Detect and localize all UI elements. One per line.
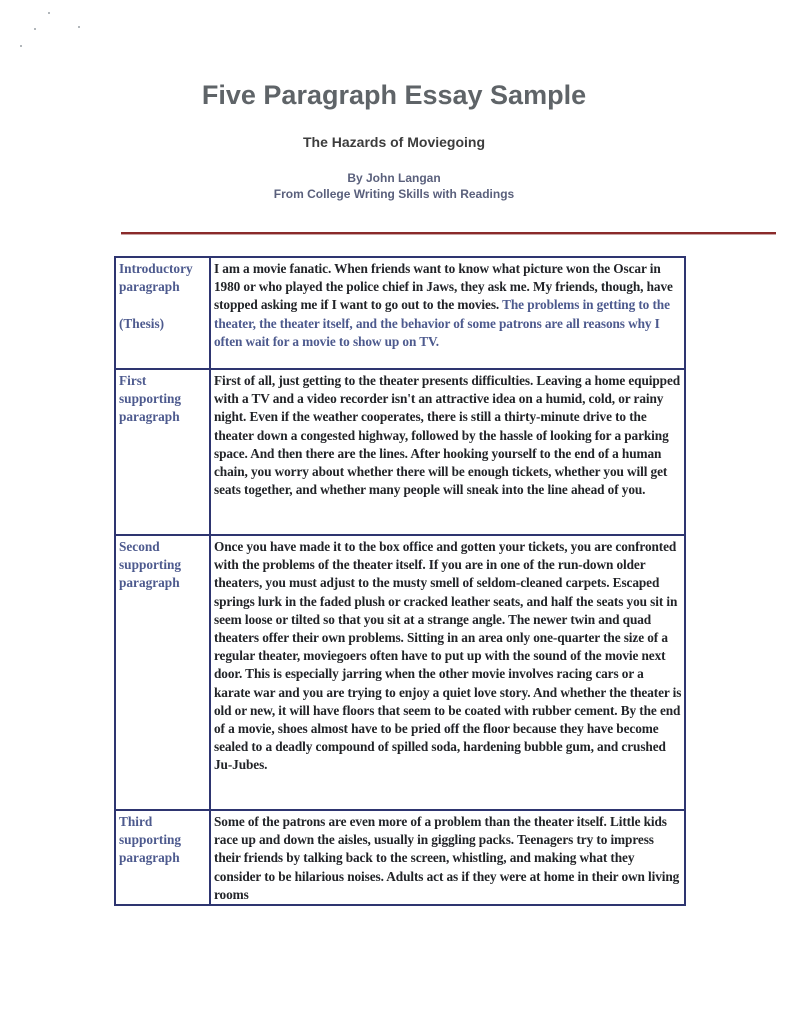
table-row [115,810,685,905]
row-label-line: paragraph [119,409,180,425]
byline [0,170,788,202]
row-label-line: (Thesis) [119,315,165,331]
table-row [115,535,685,810]
table-row [115,257,685,369]
row-label-line: Introductory [119,261,193,276]
header-divider [121,232,776,234]
row-text: Once you have made it to the box office and gotten your tickets, you are confronted with the problems of the theater itself. If you are in one of the run-down older theaters, you must adjust to the musty smell of seldom-cleaned carpets. Escaped springs lurk in the faded plush or cracked leather seats, and half the seats you sit in seem loose or tilted so that you sit at a strange angle. The newer twin and quad theaters offer their own problems. Sitting in an area only one-quarter the size of a regular theater, moviegoers often have to put up with the sound of the movie next door. This is especially jarring when the other movie involves racing cars or a karate war and you are trying to enjoy a quiet love story. And whether the theater is old or new, it will have floors that seem to be coated with rubber cement. By the end of a movie, shoes almost have to be pried off the floor because they have become sealed to a deadly compound of spilled soda, hardening bubble gum, and crushed Ju-Jubes. [210,535,685,810]
source-line: From College Writing Skills with Readings [273,187,515,201]
essay-table [114,256,686,906]
page-title: Five Paragraph Essay Sample [201,80,587,110]
paragraph-text: I am a movie fanatic. When friends want to know what picture won the Oscar in 1980 or who played the police chief in Jaws, they ask me. My friends, though, have stopped asking me if I want to go out to the movies. [214,261,673,313]
row-label-line: supporting [119,557,182,573]
row-label-line: Third [119,814,153,829]
row-text: First of all, just getting to the theater presents difficulties. Leaving a home equipped with a TV and a video recorder isn't an attractive idea on a humid, cold, or rainy night. Even if the weather cooperates, there is still a thirty-minute drive to the theater down a congested highway, followed by the hassle of looking for a parking space. And then there are the lines. After hooking yourself to the end of a human chain, you worry about whether there will be enough tickets, whether you will get seats together, and whether many people will sneak into the line ahead of you. [210,369,685,535]
row-label-line: supporting [119,832,182,848]
row-label-line: supporting [119,391,182,407]
row-label-line: Second [119,539,160,554]
table-row [115,369,685,535]
row-label [115,257,210,369]
row-label [115,810,210,905]
row-label-line: First [119,373,147,388]
row-label-line: paragraph [119,575,180,591]
row-label [115,369,210,535]
author-line: By John Langan [347,171,441,185]
row-label [115,535,210,810]
essay-subtitle: The Hazards of Moviegoing [302,134,485,150]
row-label-line: paragraph [119,279,180,295]
row-label-line [119,296,207,314]
thesis-statement: The problems in getting to the theater, the theater itself, and the behavior of some patrons are all reasons why I often wait for a movie to show up on TV. [214,297,670,349]
row-text: Some of the patrons are even more of a problem than the theater itself. Little kids race up and down the aisles, usually in giggling packs. Teenagers try to impress their friends by talking back to the screen, whistling, and making what they consider to be hilarious noises. Adults act as if they were at home in their own living rooms [210,810,685,905]
row-label-line: paragraph [119,850,180,866]
row-text [210,257,685,369]
